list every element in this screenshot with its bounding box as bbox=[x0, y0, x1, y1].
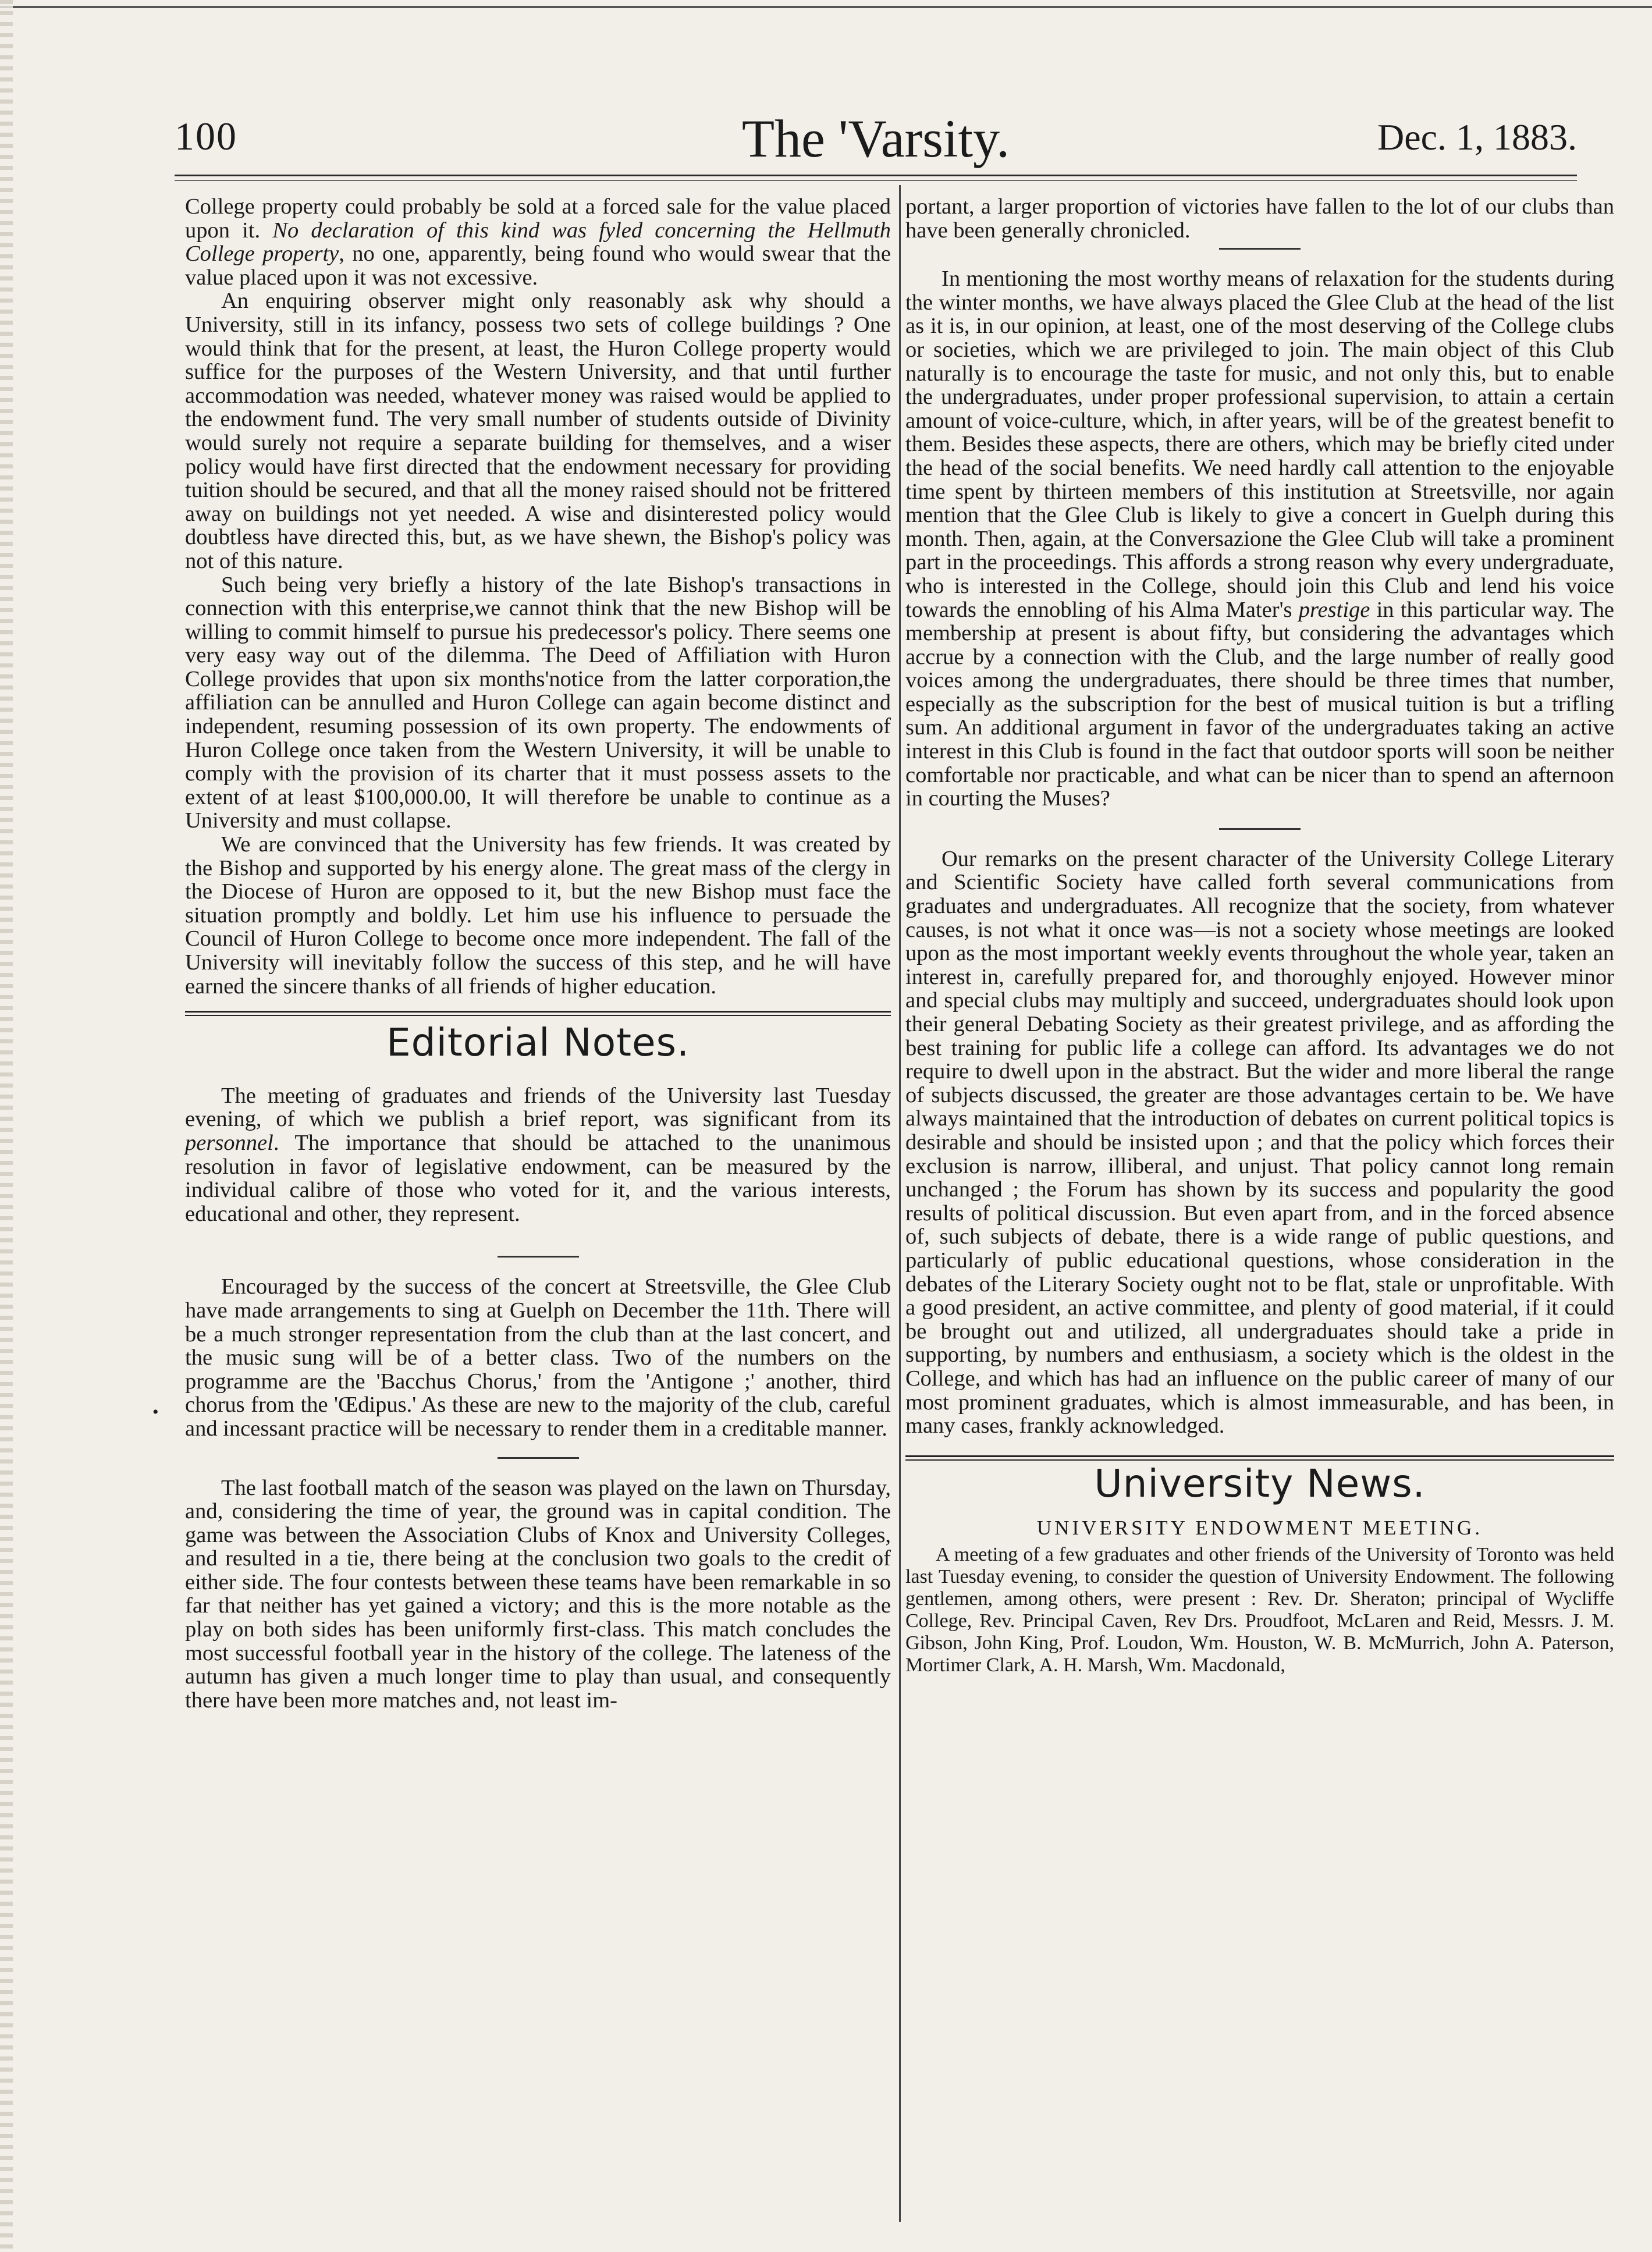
margin-dot: • bbox=[152, 1402, 159, 1422]
column-divider bbox=[899, 185, 901, 2222]
editorial-note bbox=[905, 267, 1614, 811]
page-number: 100 bbox=[175, 114, 237, 158]
article-paragraph: Such being very briefly a history of the late Bishop's transactions in connection with this enterprise,we cannot think that the new Bishop will be willing to commit himself to pursue his predecessor's policy. There seems one very easy way out of the dilemma. The Deed of Affiliation with Huron College provides that upon six months'notice from the latter corporation,the affiliation can be annulled and Huron College can again become distinct and independent, resuming possession of its own property. The endowments of Huron College once taken from the Western University, it will be unable to comply with the provision of its charter that it must possess assets to the extent of at least $100,000.00, It will therefore be unable to continue as a University and must collapse. bbox=[185, 572, 891, 833]
text-run: . The importance that should be attached to the unanimous resolution in favor of legislative endowment, can be measured by the individual calibre of those who voted for it, and the various interests, educational and other, they represent. bbox=[185, 1130, 891, 1226]
page-header bbox=[175, 108, 1577, 172]
editorial-note: Our remarks on the present character of the University College Literary and Scientific Society have called forth several communications from graduates and undergraduates. All recognize that the society, from whatever causes, is not what it once was—is not a society whose meetings are looked upon as the most important weekly events throughout the whole year, taken an interest in, carefully prepared for, and thoroughly enjoyed. However minor and special clubs may multiply and succeed, undergraduates should look upon their general Debating Society as their greatest privilege, and as affording the best training for public life a college can afford. Its advantages we do not require to dwell upon in the abstract. But the wider and more liberal the range of subjects discussed, the greater are those advantages certain to be. We have always maintained that the introduction of debates on current political topics is desirable and should be insisted upon ; and that the policy which forces their exclusion is narrow, illiberal, and unjust. That policy cannot long remain unchanged ; the Forum has shown by its success and popularity the good results of political discussion. But even apart from, and in the forced absence of, such subjects of debate, there is a wide range of public questions, and particularly of public educational questions, whose consideration in the debates of the Literary Society ought not to be flat, stale or unprofitable. With a good president, an active committee, and plenty of good material, if it could be brought out and utilized, all undergraduates should take a pride in supporting, by numbers and enthusiasm, a society which is the oldest in the College, and which has had an influence on the public career of many of our most prominent graduates, which is almost immeasurable, and has been, in many cases, frankly acknowledged. bbox=[905, 846, 1614, 1438]
issue-date: Dec. 1, 1883. bbox=[1377, 116, 1577, 158]
editorial-note: The last football match of the season was played on the lawn on Thursday, and, considering the time of year, the ground was in capital condition. The game was between the Association Clubs of Knox and University Colleges, and resulted in a tie, there being at the conclusion two goals to the credit of either side. The four contests between these teams have been remarkable in so far that neither has yet gained a victory; and this is the more notable as the play on both sides has been uniformly first-class. This match concludes the most successful football year in the history of the college. The lateness of the autumn has given a much longer time to play than usual, and consequently there have been more matches and, not least im- bbox=[185, 1475, 891, 1713]
page-edge bbox=[0, 0, 13, 2252]
article-paragraph: We are convinced that the University has few friends. It was created by the Bishop and supported by his energy alone. The great mass of the clergy in the Diocese of Huron are opposed to it, but the new Bishop must face the situation promptly and boldly. Let him use his influence to persuade the Council of Huron College to become once more independent. The fall of the University will inevitably follow the success of this step, and he will have earned the sincere thanks of all friends of higher education. bbox=[185, 832, 891, 999]
italic-text: No declaration of this kind was fyled concerning the Hellmuth College property bbox=[185, 218, 891, 267]
university-news-heading: University News. bbox=[1094, 1461, 1426, 1506]
note-separator bbox=[1219, 248, 1301, 250]
editorial-notes-heading: Editorial Notes. bbox=[386, 1020, 690, 1065]
note-separator bbox=[1219, 828, 1301, 830]
right-column bbox=[905, 195, 1614, 1676]
editorial-note bbox=[185, 1084, 891, 1226]
article-paragraph bbox=[185, 195, 891, 289]
section-rule-thin bbox=[905, 1459, 1614, 1461]
news-item bbox=[905, 1544, 1614, 1676]
section-rule bbox=[905, 1455, 1614, 1457]
note-separator bbox=[498, 1256, 579, 1258]
italic-text: personnel bbox=[185, 1130, 273, 1155]
top-border bbox=[0, 6, 1652, 8]
text-run: in this particular way. The membership at present is about fifty, but considering the advantages which accrue by a connection with the Club, and the large number of really good voices among the undergraduates, there should be three times that number, especially as the subscription for the best of musical tuition is but a trifling sum. An additional argument in favor of the undergraduates taking an active interest in this Club is found in the fact that outdoor sports will soon be neither comfortable nor practicable, and what can be nicer than to spend an afternoon in courting the Muses? bbox=[905, 597, 1614, 811]
italic-text: prestige bbox=[1298, 597, 1370, 622]
left-column bbox=[185, 195, 891, 1712]
text-run: , no one, apparently, being found who would swear that the value placed upon it was not excessive. bbox=[185, 241, 891, 290]
masthead-title: The 'Varsity. bbox=[741, 109, 1010, 168]
note-separator bbox=[498, 1457, 579, 1459]
text-run: In mentioning the most worthy means of relaxation for the students during the winter months, we have always placed the Glee Club at the head of the list as it is, in our opinion, at least, one of the most deserving of the College clubs or societies, which we are privileged to join. The main object of this Club naturally is to encourage the taste for music, and not only this, but to enable the undergraduates, under proper professional supervision, to attain a certain amount of voice-culture, which, in after years, will be of the greatest benefit to them. Besides these aspects, there are others, which may be briefly cited under the head of the social benefits. We need hardly call attention to the enjoyable time spent by thirteen members of this institution at Streetsville, nor again mention that the Glee Club is likely to give a concert in Guelph during this month. Then, again, at the Conversazione the Glee Club will take a prominent part in the proceedings. This affords a strong reason why every undergraduate, who is interested in the College, should join this Club and lend his voice towards the ennobling of his Alma Mater's bbox=[905, 267, 1614, 622]
text-run: College property could probably be sold at a forced sale for the value placed upon it. bbox=[185, 194, 891, 243]
section-rule-thin bbox=[185, 1015, 891, 1016]
editorial-note: Encouraged by the success of the concert at Streetsville, the Glee Club have made arrangements to sing at Guelph on December the 11th. There will be a much stronger representation from the club than at the last concert, and the music sung will be of a better class. Two of the numbers on the programme are the 'Bacchus Chorus,' from the 'Antigone ;' another, third chorus from the 'Œdipus.' As these are new to the majority of the club, careful and incessant practice will be necessary to render them in a creditable manner. bbox=[185, 1274, 891, 1441]
text-run: The meeting of graduates and friends of the University last Tuesday evening, of which we publish a brief report, was significant from its bbox=[185, 1083, 891, 1132]
article-paragraph: An enquiring observer might only reasonably ask why should a University, still in its infancy, possess two sets of college buildings ? One would think that for the present, at least, the Huron College property would suffice for the purposes of the Western University, and that until further accommodation was needed, whatever money was raised would be applied to the endowment fund. The very small number of students outside of Divinity would surely not require a separate building for themselves, and a wiser policy would have first directed that the endowment necessary for providing tuition should be secured, and that all the money raised should not be frittered away on buildings not yet needed. A wise and disinterested policy would doubtless have directed this, but, as we have shewn, the Bishop's policy was not of this nature. bbox=[185, 289, 891, 573]
section-rule bbox=[185, 1011, 891, 1013]
header-rule bbox=[175, 175, 1577, 176]
news-paragraph: A meeting of a few graduates and other friends of the University of Toronto was held last Tuesday evening, to consider the question of University Endowment. The following gentlemen, among others, were present : Rev. Dr. Sheraton; principal of Wycliffe College, Rev. Principal Caven, Rev Drs. Proudfoot, McLaren and Reid, Messrs. J. M. Gibson, John King, Prof. Loudon, Wm. Houston, W. B. McMurrich, John A. Paterson, Mortimer Clark, A. H. Marsh, Wm. Macdonald, bbox=[905, 1543, 1614, 1676]
header-rule-thin bbox=[175, 180, 1577, 181]
editorial-note: portant, a larger proportion of victories have fallen to the lot of our clubs than have been generally chronicled. bbox=[905, 194, 1614, 243]
news-subheading: UNIVERSITY ENDOWMENT MEETING. bbox=[1036, 1516, 1483, 1540]
